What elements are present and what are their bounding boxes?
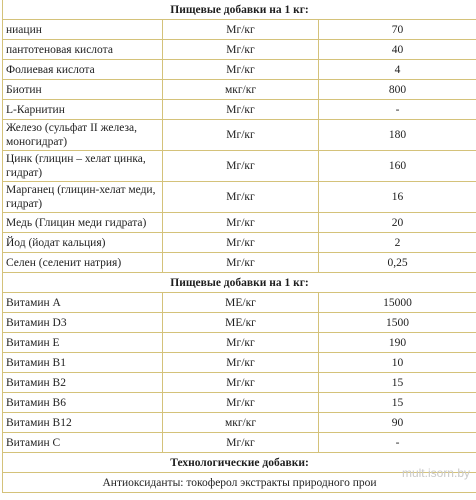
row-name: Витамин B6 [3,393,163,413]
row-name: L-Карнитин [3,100,163,120]
section-header-supplements [3,0,476,20]
table-row [3,20,476,40]
table-row [3,60,476,80]
row-unit: Мг/кг [163,333,319,353]
table-row [3,433,476,453]
row-value: 4 [319,60,476,80]
section-title: Пищевые добавки на 1 кг: [3,273,476,293]
table-row [3,373,476,393]
row-name: Йод (йодат кальция) [3,233,163,253]
table-row [3,293,476,313]
nutrition-table [2,0,476,493]
table-row [3,213,476,233]
row-unit: мкг/кг [163,80,319,100]
row-name: Цинк (глицин – хелат цинка, гидрат) [3,151,163,182]
table-row [3,120,476,151]
row-name: Железо (сульфат II железа, моногидрат) [3,120,163,151]
section-title: Пищевые добавки на 1 кг: [3,0,476,20]
row-name: Витамин B1 [3,353,163,373]
section-title: Технологические добавки: [3,453,476,473]
row-value: 15 [319,393,476,413]
row-unit: Мг/кг [163,353,319,373]
row-value: 20 [319,213,476,233]
row-unit: Мг/кг [163,433,319,453]
row-value: 0,25 [319,253,476,273]
row-name: Витамин B2 [3,373,163,393]
row-unit: МЕ/кг [163,293,319,313]
section-header-vitamins [3,273,476,293]
table-row [3,353,476,373]
row-name: пантотеновая кислота [3,40,163,60]
row-unit: Мг/кг [163,213,319,233]
row-value: 180 [319,120,476,151]
table-row [3,393,476,413]
row-value: 40 [319,40,476,60]
table-row [3,313,476,333]
row-value: 16 [319,182,476,213]
table-row [3,233,476,253]
row-unit: Мг/кг [163,60,319,80]
table-row [3,182,476,213]
table-row [3,80,476,100]
row-unit: Мг/кг [163,100,319,120]
row-name: Витамин B12 [3,413,163,433]
row-name: Витамин C [3,433,163,453]
row-unit: Мг/кг [163,151,319,182]
row-unit: Мг/кг [163,373,319,393]
row-value: 15000 [319,293,476,313]
row-value: - [319,433,476,453]
table-row [3,413,476,433]
row-name: Медь (Глицин меди гидрата) [3,213,163,233]
row-name: Витамин E [3,333,163,353]
row-unit: Мг/кг [163,120,319,151]
row-name: Марганец (глицин-хелат меди, гидрат) [3,182,163,213]
nutrition-table-body [3,0,476,493]
row-name: Биотин [3,80,163,100]
table-row [3,333,476,353]
row-name: Витамин D3 [3,313,163,333]
table-row [3,253,476,273]
row-unit: мкг/кг [163,413,319,433]
row-value: - [319,100,476,120]
row-value: 10 [319,353,476,373]
row-unit: Мг/кг [163,393,319,413]
row-name: Фолиевая кислота [3,60,163,80]
table-row [3,40,476,60]
row-unit: МЕ/кг [163,313,319,333]
row-unit: Мг/кг [163,253,319,273]
watermark: mult.isorn.by [401,466,470,480]
row-unit: Мг/кг [163,182,319,213]
row-unit: Мг/кг [163,20,319,40]
row-name: Селен (селенит натрия) [3,253,163,273]
row-value: 90 [319,413,476,433]
row-value: 1500 [319,313,476,333]
row-value: 15 [319,373,476,393]
row-value: 800 [319,80,476,100]
table-row [3,151,476,182]
row-value: 160 [319,151,476,182]
row-unit: Мг/кг [163,40,319,60]
row-name: Витамин A [3,293,163,313]
row-unit: Мг/кг [163,233,319,253]
table-row [3,100,476,120]
row-value: 2 [319,233,476,253]
antioxidants-text: Антиоксиданты: токоферол экстракты природного прои [3,473,476,493]
row-name: ниацин [3,20,163,40]
row-value: 70 [319,20,476,40]
row-value: 190 [319,333,476,353]
